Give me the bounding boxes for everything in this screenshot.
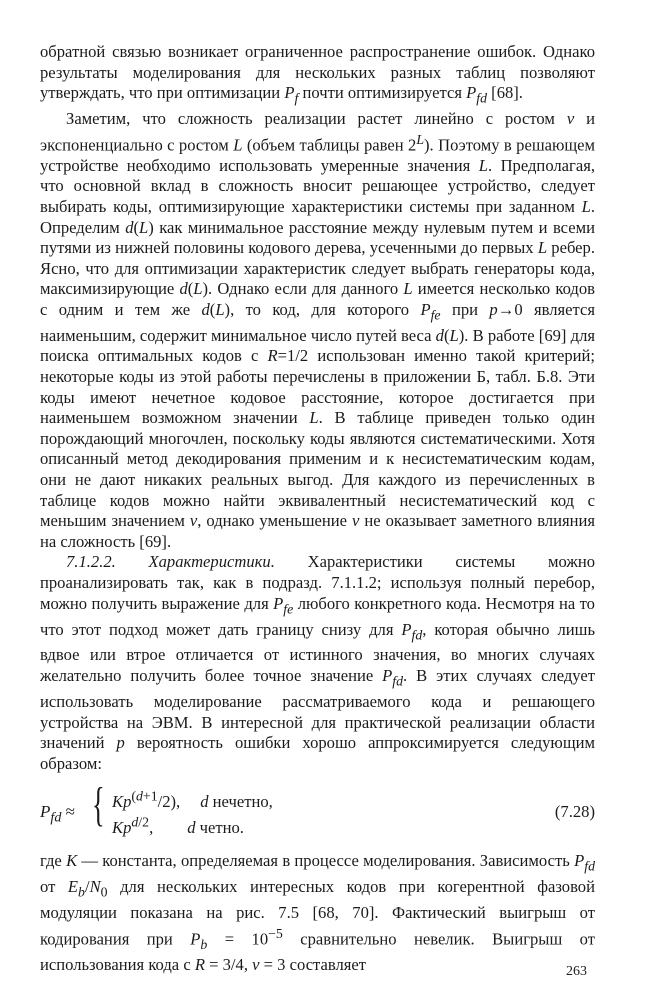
paragraph-3: 7.1.2.2. Характеристики. Характеристики системы можно проанализировать так, как в подразд. 7.1.1.2; используя полный перебор, можно получить выражение для $P_{fe}$ любого конкретного кода. Несмотря на то что этот подход может дать границу снизу для $P_{fd}$, которая обычно лишь вдвое или втрое отличается от истинного значения, во многих случаях желательно получить более точное значение $P_{fd}$. В этих случаях следует использовать моделирование рассматриваемого кода и решающего устройства на ЭВМ. В интересной для практической реализации области значений p вероятность ошибки хорошо аппроксимируется следующим образом:: [40, 552, 596, 773]
equation-lhs: $P_{fd}$ ≈: [40, 802, 75, 826]
equation-brace: {: [92, 778, 105, 832]
case-odd-condition: d нечетно,: [200, 791, 273, 811]
case-even-expression: $Kp^{d/2}$,: [112, 814, 154, 837]
equation-case-odd: [112, 786, 273, 812]
paragraph-4: где K — константа, определяемая в процессе моделирования. Зависимость $P_{fd}$ от $E_b/N_0$ для нескольких интересных кодов при когерентной фазовой модуляции показана на рис. 7.5 [68, 70]. Фактический выигрыш от кодирования при $P_b = 10^{-5}$ сравнительно невелик. Выигрыш от использования кода с R = 3/4, ν = 3 составляет: [40, 851, 595, 975]
case-odd-expression: $Kp^{(d+1}/2$),: [112, 788, 181, 811]
page-number: 263: [566, 964, 587, 979]
paragraph-2: Заметим, что сложность реализации растет линейно с ростом ν и экспоненциально с ростом L (объем таблицы равен $2^L$). Поэтому в решающем устройстве необходимо использовать умеренные значения L. Предполагая, что основной вклад в сложность вносит решающее устройство, следует выбирать коды, оптимизирующие характеристики системы при заданном L. Определим d(L) как минимальное расстояние между нулевым путем и всеми путями из нижней половины кодового дерева, усеченными до первых L ребер. Ясно, что для оптимизации характеристик следует выбрать генераторы кода, максимизирующие d(L). Однако если для данного L имеется несколько кодов с одним и тем же d(L), то код, для которого $P_{fe}$ при p→0 является наименьшим, содержит минимальное число путей веса d(L). В работе [69] для поиска оптимальных кодов с R=1/2 использован именно такой критерий; некоторые коды из этой работы перечислены в приложении Б, табл. Б.8. Эти коды имеют нечетное кодовое расстояние, которое достигается при наименьшем возможном значении L. В таблице приведен только один порождающий многочлен, поскольку коды являются систематическими. Хотя описанный метод декодирования применим и к несистематическим кодам, они не дают никаких реальных выгод. Для каждого из перечисленных в таблице кодов можно найти эквивалентный несистематический код с меньшим значением ν, однако уменьшение ν не оказывает заметного влияния на сложность [69].: [40, 109, 596, 551]
case-even-condition: d четно.: [187, 817, 244, 837]
paragraph-1: обратной связью возникает ограниченное распространение ошибок. Однако результаты моделирования для нескольких разных таблиц позволяют утверждать, что при оптимизации $P_f$ почти оптимизируется $P_{fd}$ [68].: [40, 42, 595, 106]
page-body: [40, 42, 595, 976]
equation-case-even: [112, 812, 244, 838]
equation-number: (7.28): [554, 802, 595, 822]
equation-7-28: [40, 780, 595, 846]
